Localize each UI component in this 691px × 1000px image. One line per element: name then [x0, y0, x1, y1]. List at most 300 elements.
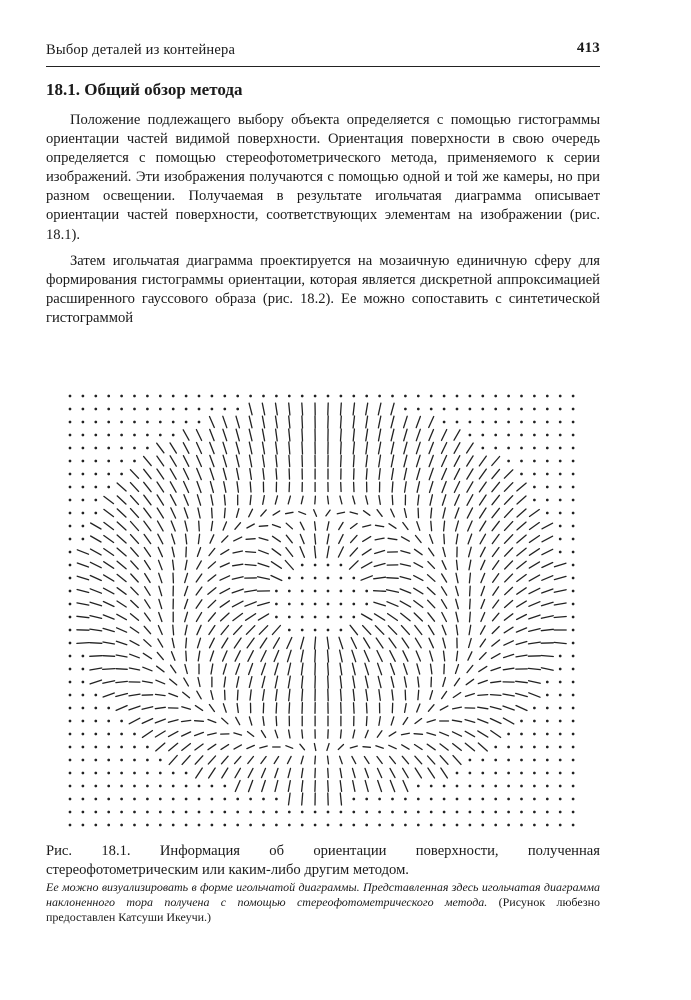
needle	[404, 416, 408, 427]
grid-dot	[534, 499, 536, 501]
needle	[414, 613, 422, 621]
needle	[481, 586, 484, 595]
needle	[275, 496, 277, 504]
grid-dot	[508, 746, 510, 748]
grid-dot	[572, 733, 574, 735]
needle	[418, 677, 419, 687]
grid-dot	[159, 759, 161, 761]
grid-dot	[69, 590, 71, 592]
needle	[170, 495, 176, 506]
grid-dot	[508, 811, 510, 813]
grid-dot	[546, 811, 548, 813]
needle	[302, 768, 303, 777]
needle	[430, 651, 433, 661]
needle	[249, 429, 252, 441]
needle	[353, 730, 355, 738]
grid-dot	[108, 460, 110, 462]
needle	[378, 768, 382, 777]
needle	[223, 651, 227, 661]
needle	[184, 678, 189, 686]
grid-dot	[521, 798, 523, 800]
needle	[469, 547, 472, 557]
needle	[195, 706, 202, 711]
needle	[223, 429, 227, 440]
needle	[173, 625, 174, 635]
needle	[404, 429, 407, 441]
needle	[157, 456, 164, 466]
needle	[104, 575, 114, 581]
grid-dot	[559, 486, 561, 488]
needle	[340, 650, 343, 662]
needle	[391, 509, 395, 517]
grid-dot	[456, 421, 458, 423]
needle	[442, 430, 447, 441]
needle	[263, 469, 264, 480]
grid-dot	[82, 798, 84, 800]
needle	[249, 403, 252, 415]
needle	[315, 534, 316, 544]
grid-dot	[405, 408, 407, 410]
grid-dot	[172, 434, 174, 436]
needle	[416, 651, 420, 661]
needle	[90, 629, 102, 631]
needle	[542, 549, 553, 554]
grid-dot	[559, 447, 561, 449]
needle	[327, 744, 329, 751]
grid-dot	[572, 538, 574, 540]
needle	[341, 689, 342, 700]
grid-dot	[559, 720, 561, 722]
needle	[315, 637, 316, 649]
grid-dot	[82, 720, 84, 722]
needle	[365, 663, 369, 674]
needle	[104, 522, 114, 529]
needle	[491, 667, 500, 670]
needle	[286, 523, 292, 529]
grid-dot	[443, 785, 445, 787]
needle	[403, 768, 409, 777]
grid-dot	[69, 707, 71, 709]
needle	[263, 496, 265, 505]
needle	[183, 430, 189, 440]
needle	[196, 768, 203, 778]
grid-dot	[508, 460, 510, 462]
grid-dot	[159, 785, 161, 787]
grid-dot	[159, 408, 161, 410]
grid-dot	[546, 759, 548, 761]
grid-dot	[224, 395, 226, 397]
needle	[401, 551, 410, 554]
grid-dot	[69, 811, 71, 813]
needle	[337, 512, 344, 514]
grid-dot	[521, 395, 523, 397]
grid-dot	[82, 785, 84, 787]
needle	[326, 510, 330, 516]
grid-dot	[521, 720, 523, 722]
needle	[104, 509, 114, 516]
needle	[417, 522, 420, 531]
grid-dot	[237, 824, 239, 826]
grid-dot	[69, 512, 71, 514]
needle	[183, 443, 189, 454]
grid-dot	[572, 655, 574, 657]
grid-dot	[121, 447, 123, 449]
grid-dot	[559, 772, 561, 774]
grid-dot	[327, 564, 329, 566]
grid-dot	[546, 434, 548, 436]
needle	[315, 546, 316, 558]
grid-dot	[546, 421, 548, 423]
grid-dot	[82, 460, 84, 462]
needle	[237, 509, 239, 518]
grid-dot	[366, 824, 368, 826]
grid-dot	[69, 460, 71, 462]
needle	[402, 733, 410, 735]
needle	[236, 717, 240, 724]
needle	[172, 652, 175, 661]
needle	[117, 522, 126, 530]
needle	[554, 590, 566, 593]
grid-dot	[185, 824, 187, 826]
needle	[353, 781, 355, 792]
grid-dot	[572, 629, 574, 631]
grid-dot	[198, 824, 200, 826]
needle	[340, 793, 341, 805]
grid-dot	[314, 824, 316, 826]
needle	[197, 443, 202, 454]
grid-dot	[95, 408, 97, 410]
grid-dot	[559, 525, 561, 527]
needle	[468, 521, 472, 531]
needle	[377, 651, 382, 662]
grid-dot	[147, 395, 149, 397]
needle	[90, 680, 101, 684]
needle	[402, 756, 408, 763]
grid-dot	[392, 824, 394, 826]
needle	[456, 651, 457, 660]
needle	[260, 746, 267, 748]
needle	[301, 637, 304, 649]
needle	[400, 577, 410, 580]
grid-dot	[353, 590, 355, 592]
needle	[301, 650, 303, 662]
needle	[77, 576, 88, 580]
grid-dot	[482, 434, 484, 436]
running-title: Выбор деталей из контейнера	[46, 42, 236, 58]
grid-dot	[95, 772, 97, 774]
needle	[479, 456, 486, 466]
needle	[224, 508, 225, 517]
needle	[131, 509, 139, 518]
needle	[276, 455, 277, 466]
grid-dot	[82, 668, 84, 670]
grid-dot	[559, 733, 561, 735]
page-number: 413	[576, 40, 600, 56]
grid-dot	[417, 824, 419, 826]
needle	[259, 526, 267, 527]
needle	[234, 733, 242, 735]
needle	[479, 469, 486, 479]
grid-dot	[198, 395, 200, 397]
grid-dot	[572, 590, 574, 592]
grid-dot	[69, 564, 71, 566]
needle	[289, 730, 290, 738]
grid-dot	[108, 798, 110, 800]
needle	[232, 589, 243, 593]
grid-dot	[314, 564, 316, 566]
needle	[276, 716, 277, 725]
grid-dot	[134, 824, 136, 826]
grid-dot	[469, 824, 471, 826]
grid-dot	[327, 577, 329, 579]
needle	[91, 536, 101, 542]
needle	[505, 496, 513, 505]
needle	[379, 469, 380, 480]
needle	[302, 676, 303, 688]
grid-dot	[469, 395, 471, 397]
grid-dot	[482, 421, 484, 423]
grid-dot	[559, 499, 561, 501]
grid-dot	[69, 668, 71, 670]
needle	[210, 651, 213, 661]
needle	[480, 495, 487, 505]
needle	[353, 496, 355, 504]
grid-dot	[572, 772, 574, 774]
grid-dot	[121, 824, 123, 826]
needle	[273, 511, 280, 515]
needle	[157, 508, 163, 518]
needle	[172, 534, 175, 544]
needle	[258, 614, 268, 620]
grid-dot	[534, 798, 536, 800]
grid-dot	[340, 824, 342, 826]
needle	[470, 586, 471, 596]
needle	[210, 482, 213, 493]
grid-dot	[82, 707, 84, 709]
needle	[401, 626, 409, 635]
grid-dot	[572, 473, 574, 475]
needle	[288, 781, 290, 792]
grid-dot	[443, 421, 445, 423]
needle	[339, 535, 343, 544]
needle	[363, 537, 371, 542]
needle	[427, 588, 435, 595]
needle	[504, 483, 512, 492]
needle	[186, 534, 187, 544]
grid-dot	[301, 590, 303, 592]
grid-dot	[147, 447, 149, 449]
grid-dot	[301, 564, 303, 566]
needle	[131, 587, 138, 595]
grid-dot	[95, 746, 97, 748]
needle	[104, 588, 114, 594]
needle	[262, 416, 264, 428]
needle	[302, 442, 303, 454]
needle	[129, 706, 140, 710]
needle	[404, 664, 408, 675]
needle	[529, 588, 540, 593]
needle	[157, 443, 164, 453]
grid-dot	[559, 395, 561, 397]
grid-dot	[572, 486, 574, 488]
grid-dot	[108, 811, 110, 813]
needle	[542, 576, 553, 581]
needle	[199, 521, 200, 531]
needle	[104, 562, 114, 569]
needle	[131, 561, 138, 569]
needle	[442, 600, 447, 609]
needle	[478, 707, 488, 709]
grid-dot	[108, 785, 110, 787]
needle	[155, 731, 165, 737]
needle	[185, 599, 188, 608]
grid-dot	[276, 603, 278, 605]
grid-dot	[147, 746, 149, 748]
needle	[505, 574, 513, 582]
grid-dot	[159, 798, 161, 800]
needle	[288, 663, 291, 675]
needle	[481, 613, 485, 622]
grid-dot	[534, 408, 536, 410]
section-title: 18.1. Общий обзор метода	[46, 80, 243, 99]
grid-dot	[263, 811, 265, 813]
grid-dot	[198, 811, 200, 813]
needle	[258, 577, 270, 579]
needle	[237, 704, 238, 713]
needle	[145, 613, 151, 621]
grid-dot	[172, 421, 174, 423]
needle	[157, 469, 164, 479]
needle	[467, 665, 473, 672]
grid-dot	[430, 798, 432, 800]
needle	[470, 612, 471, 622]
needle	[387, 578, 398, 579]
needle	[505, 561, 513, 569]
needle	[454, 430, 460, 440]
needle	[210, 638, 215, 648]
needle	[197, 456, 202, 467]
needle	[158, 626, 162, 635]
grid-dot	[546, 447, 548, 449]
grid-dot	[430, 785, 432, 787]
needle	[208, 744, 216, 749]
needle	[387, 602, 398, 607]
needle	[468, 534, 472, 544]
grid-dot	[495, 421, 497, 423]
grid-dot	[121, 759, 123, 761]
grid-dot	[276, 590, 278, 592]
needle	[196, 600, 202, 608]
needle	[129, 694, 140, 696]
running-head	[46, 42, 600, 59]
grid-dot	[288, 603, 290, 605]
grid-dot	[379, 798, 381, 800]
needle	[350, 625, 357, 634]
needle	[249, 509, 253, 517]
grid-dot	[147, 785, 149, 787]
grid-dot	[495, 798, 497, 800]
needle	[365, 676, 368, 688]
grid-dot	[147, 421, 149, 423]
grid-dot	[534, 759, 536, 761]
needle	[196, 574, 202, 582]
needle	[338, 745, 343, 750]
grid-dot	[572, 759, 574, 761]
grid-dot	[327, 629, 329, 631]
grid-dot	[69, 629, 71, 631]
needle	[492, 521, 499, 530]
needle	[340, 768, 342, 777]
needle	[442, 625, 446, 634]
needle	[145, 600, 150, 608]
grid-dot	[224, 824, 226, 826]
grid-dot	[572, 434, 574, 436]
needle	[197, 548, 200, 557]
needle	[366, 469, 367, 479]
needle	[144, 495, 151, 505]
needle	[261, 757, 266, 764]
needle	[263, 455, 265, 467]
grid-dot	[121, 746, 123, 748]
grid-dot	[121, 720, 123, 722]
grid-dot	[559, 785, 561, 787]
grid-dot	[469, 798, 471, 800]
needle	[210, 429, 214, 440]
needle	[220, 563, 229, 567]
needle	[104, 496, 114, 503]
grid-dot	[185, 785, 187, 787]
grid-dot	[572, 642, 574, 644]
needle	[222, 536, 228, 542]
grid-dot	[405, 395, 407, 397]
grid-dot	[534, 421, 536, 423]
needle	[469, 573, 470, 583]
grid-dot	[534, 460, 536, 462]
needle	[249, 416, 252, 428]
grid-dot	[521, 421, 523, 423]
needle	[248, 651, 253, 662]
needle	[208, 575, 216, 581]
grid-dot	[134, 785, 136, 787]
grid-dot	[327, 603, 329, 605]
needle	[492, 469, 500, 478]
needle	[340, 756, 343, 763]
grid-dot	[211, 395, 213, 397]
figure-note	[46, 880, 600, 925]
needle	[505, 522, 513, 531]
grid-dot	[69, 642, 71, 644]
grid-dot	[417, 395, 419, 397]
needle	[490, 707, 501, 710]
grid-dot	[508, 434, 510, 436]
grid-dot	[534, 785, 536, 787]
grid-dot	[469, 785, 471, 787]
needle	[350, 548, 357, 556]
needle	[468, 652, 472, 660]
needle	[220, 576, 230, 580]
needle	[416, 536, 422, 543]
grid-dot	[82, 499, 84, 501]
needle	[554, 617, 566, 618]
needle	[465, 720, 475, 723]
needle	[431, 508, 432, 518]
grid-dot	[469, 811, 471, 813]
grid-dot	[572, 824, 574, 826]
grid-dot	[95, 824, 97, 826]
needle	[392, 482, 393, 492]
needle	[276, 703, 277, 713]
grid-dot	[508, 798, 510, 800]
